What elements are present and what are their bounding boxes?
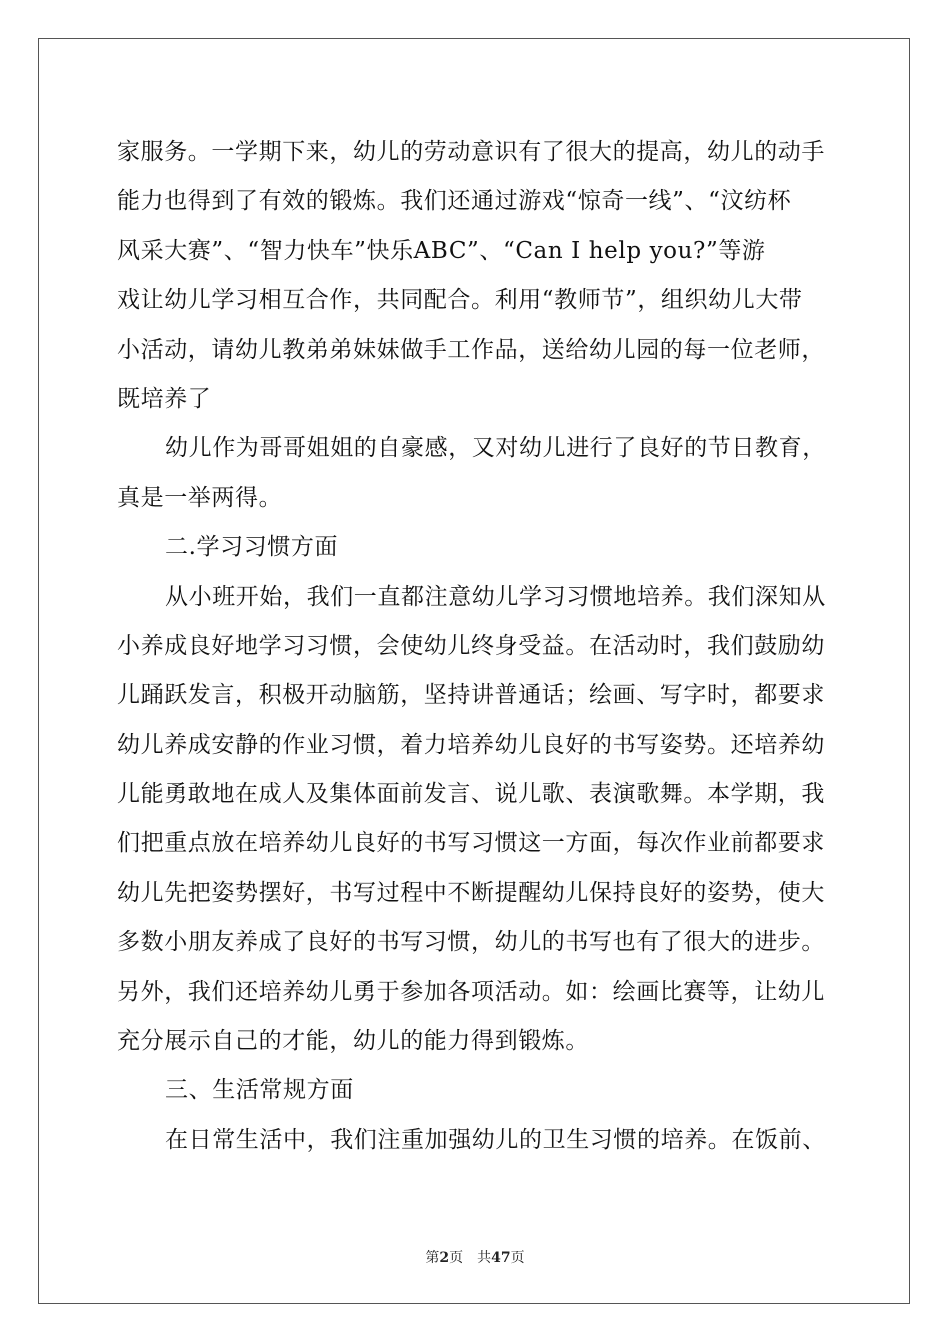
text-line: 充分展示自己的才能，幼儿的能力得到锻炼。 — [117, 1028, 589, 1055]
paragraph — [117, 523, 837, 572]
document-body — [117, 128, 837, 1165]
footer-total-pages: 47 — [491, 1250, 511, 1266]
text-line: 风采大赛”、“智力快车”快乐ABC”、“Can I help you?”等游 — [117, 237, 766, 264]
paragraph — [117, 1066, 837, 1115]
text-line: 既培养了 — [117, 385, 212, 412]
text-line: 从小班开始，我们一直都注意幼儿学习习惯地培养。我们深知从 — [165, 583, 826, 610]
footer-total-prefix: 共 — [477, 1250, 492, 1266]
paragraph — [117, 573, 837, 1067]
text-line: 真是一举两得。 — [117, 484, 283, 511]
text-line: 三、生活常规方面 — [165, 1077, 354, 1104]
text-line: 儿踊跃发言，积极开动脑筋，坚持讲普通话；绘画、写字时，都要求 — [117, 682, 825, 709]
text-line: 多数小朋友养成了良好的书写习惯，幼儿的书写也有了很大的进步。 — [117, 929, 825, 956]
text-line: 幼儿先把姿势摆好，书写过程中不断提醒幼儿保持良好的姿势，使大 — [117, 879, 825, 906]
footer-total-suffix: 页 — [510, 1250, 525, 1266]
text-line: 儿能勇敢地在成人及集体面前发言、说儿歌、表演歌舞。本学期，我 — [117, 781, 825, 808]
text-line: 二.学习习惯方面 — [165, 534, 339, 561]
text-line: 幼儿养成安静的作业习惯，着力培养幼儿良好的书写姿势。还培养幼 — [117, 731, 825, 758]
text-line: 能力也得到了有效的锻炼。我们还通过游戏“惊奇一线”、“汶纺杯 — [117, 188, 792, 215]
footer-page-prefix: 第 — [425, 1250, 440, 1266]
text-line: 幼儿作为哥哥姐姐的自豪感，又对幼儿进行了良好的节日教育， — [165, 435, 826, 462]
paragraph — [117, 424, 837, 523]
paragraph — [117, 1116, 837, 1165]
paragraph — [117, 128, 837, 424]
text-line: 另外，我们还培养幼儿勇于参加各项活动。如：绘画比赛等，让幼儿 — [117, 978, 825, 1005]
text-line: 小活动，请幼儿教弟弟妹妹做手工作品，送给幼儿园的每一位老师， — [117, 336, 825, 363]
page-footer — [0, 1247, 950, 1267]
footer-page-number: 2 — [439, 1250, 450, 1266]
text-line: 们把重点放在培养幼儿良好的书写习惯这一方面，每次作业前都要求 — [117, 830, 825, 857]
text-line: 戏让幼儿学习相互合作，共同配合。利用“教师节”，组织幼儿大带 — [117, 287, 803, 314]
text-line: 在日常生活中，我们注重加强幼儿的卫生习惯的培养。在饭前、 — [165, 1126, 826, 1153]
text-line: 小养成良好地学习习惯，会使幼儿终身受益。在活动时，我们鼓励幼 — [117, 632, 825, 659]
footer-page-suffix: 页 — [449, 1250, 464, 1266]
text-line: 家服务。一学期下来，幼儿的劳动意识有了很大的提高，幼儿的动手 — [117, 139, 825, 165]
